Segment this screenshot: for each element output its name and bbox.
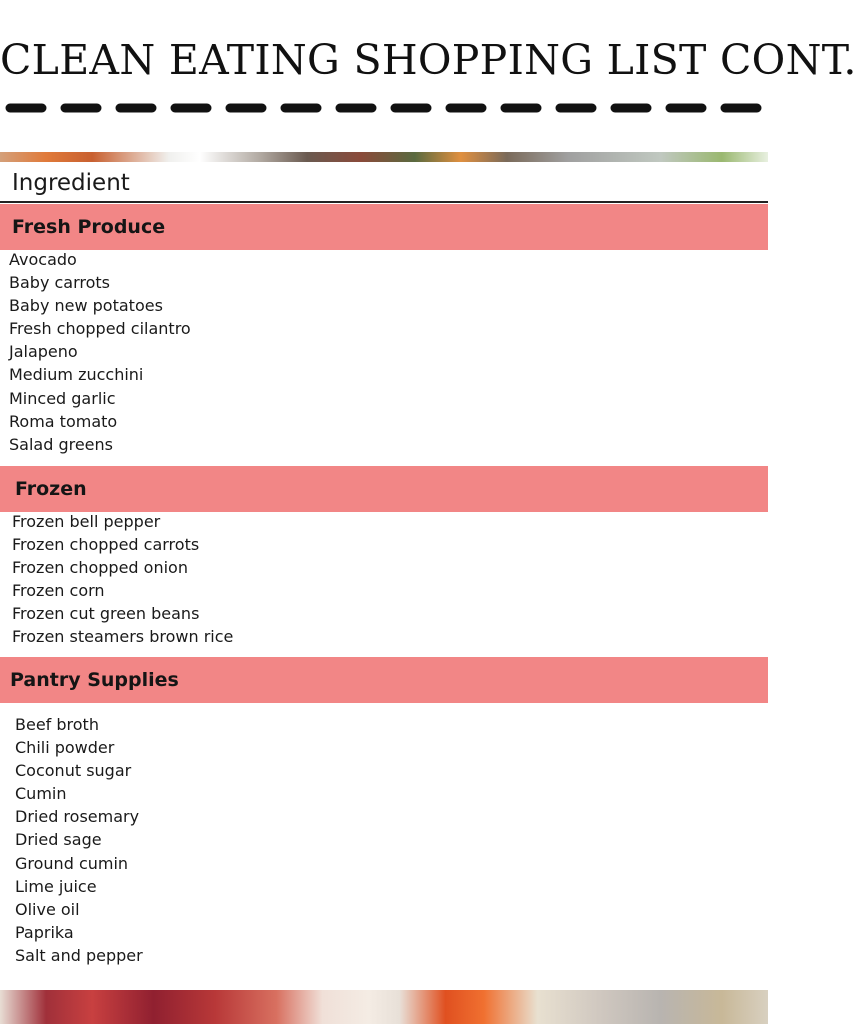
- list-item: Baby carrots: [9, 273, 111, 293]
- dashed-divider: [0, 96, 768, 120]
- column-header-rule: [0, 201, 768, 203]
- list-item: Medium zucchini: [9, 365, 144, 385]
- list-item: Olive oil: [15, 899, 80, 919]
- list-item: Frozen chopped onion: [12, 558, 188, 578]
- list-item: Jalapeno: [9, 342, 78, 362]
- page-header: [0, 0, 857, 152]
- section-title-pantry-supplies: Pantry Supplies: [10, 669, 179, 691]
- list-item: Salt and pepper: [15, 945, 143, 965]
- list-item: Frozen steamers brown rice: [12, 627, 234, 647]
- page-title: CLEAN EATING SHOPPING LIST CONT.: [0, 36, 857, 84]
- list-item: Frozen corn: [12, 581, 105, 601]
- list-item: Roma tomato: [9, 411, 118, 431]
- list-item: Frozen chopped carrots: [12, 535, 200, 555]
- section-title-frozen: Frozen: [15, 478, 87, 500]
- list-item: Frozen bell pepper: [12, 512, 161, 531]
- ingredient-column-header: Ingredient: [12, 170, 130, 196]
- list-item: Lime juice: [15, 876, 97, 896]
- list-item: Chili powder: [15, 738, 115, 758]
- section-title-fresh-produce: Fresh Produce: [12, 216, 166, 238]
- food-photo-strip-top: [0, 152, 768, 162]
- pantry-supplies-list: [15, 713, 143, 967]
- list-item: Frozen cut green beans: [12, 604, 200, 624]
- list-item: Salad greens: [9, 434, 113, 454]
- list-item: Minced garlic: [9, 388, 116, 408]
- list-item: Fresh chopped cilantro: [9, 319, 191, 339]
- list-item: Paprika: [15, 922, 74, 942]
- list-item: Coconut sugar: [15, 761, 132, 781]
- section-band-fresh-produce: [0, 204, 768, 250]
- section-band-frozen: [0, 466, 768, 512]
- list-item: Dried sage: [15, 830, 102, 850]
- list-item: Dried rosemary: [15, 807, 140, 827]
- food-photo-strip-bottom: [0, 990, 768, 1024]
- list-item: Avocado: [9, 250, 77, 269]
- list-item: Baby new potatoes: [9, 296, 163, 316]
- list-item: Beef broth: [15, 715, 99, 734]
- list-item: Cumin: [15, 784, 67, 804]
- frozen-list: [12, 510, 233, 649]
- list-item: Ground cumin: [15, 853, 129, 873]
- section-band-pantry-supplies: [0, 657, 768, 703]
- fresh-produce-list: [9, 248, 191, 456]
